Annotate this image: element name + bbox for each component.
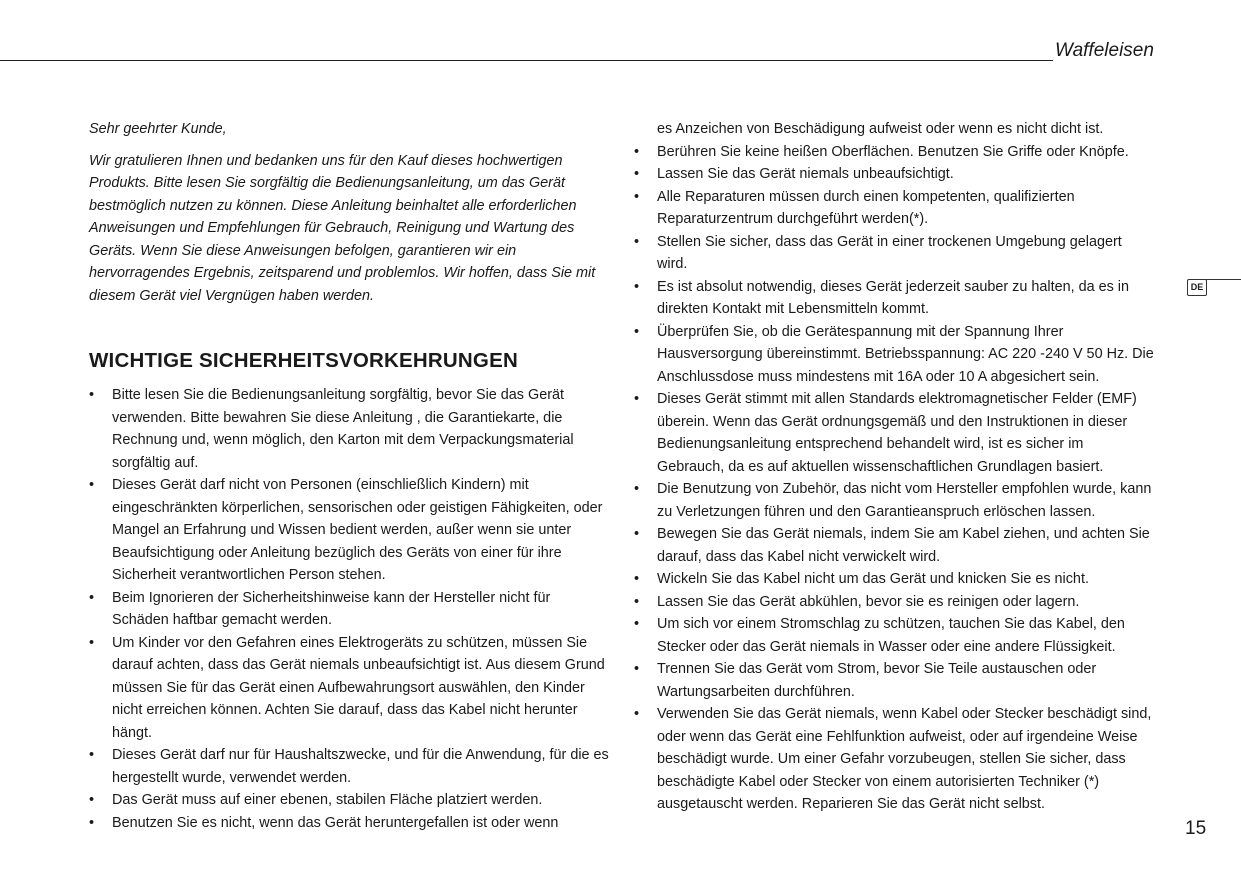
list-item-text: Berühren Sie keine heißen Oberflächen. Benutzen Sie Griffe oder Knöpfe.: [657, 143, 1129, 160]
list-item-text: Dieses Gerät stimmt mit allen Standards elektromagnetischer Felder (EMF) überein. Wenn das Gerät ordnungsgemäß und den Instruktionen in dieser Bedienungsanleitung entsprechend behandelt wird, ist es sicher im Gebrauch, da es auf aktuellen wissenschaftlichen Grundlagen basiert.: [657, 391, 1137, 475]
list-item-text: Es ist absolut notwendig, dieses Gerät jederzeit sauber zu halten, da es in direkten Kontakt mit Lebensmitteln kommt.: [657, 278, 1129, 317]
list-item: [634, 186, 1154, 231]
language-badge-rule: [1206, 279, 1241, 280]
list-item-text: Alle Reparaturen müssen durch einen kompetenten, qualifizierten Reparaturzentrum durchgeführt werden(*).: [657, 188, 1075, 227]
list-item: [89, 744, 609, 789]
list-item-text: Bewegen Sie das Gerät niemals, indem Sie am Kabel ziehen, und achten Sie darauf, dass das Kabel nicht verwickelt wird.: [657, 526, 1150, 565]
bullet-marker: •: [634, 661, 640, 677]
list-item-text: Das Gerät muss auf einer ebenen, stabilen Fläche platziert werden.: [112, 792, 543, 808]
list-item: [89, 474, 609, 587]
list-item-text: Benutzen Sie es nicht, wenn das Gerät heruntergefallen ist oder wenn: [112, 814, 559, 831]
list-item-text: Um sich vor einem Stromschlag zu schützen, tauchen Sie das Kabel, den Stecker oder das Gerät niemals in Wasser oder eine andere Flüssigkeit.: [657, 616, 1125, 655]
list-item: [634, 591, 1154, 614]
list-item-text: Lassen Sie das Gerät abkühlen, bevor sie es reinigen oder lagern.: [657, 593, 1080, 610]
list-item: [89, 587, 609, 632]
bullet-marker: •: [89, 589, 95, 606]
greeting: Sehr geehrter Kunde,: [89, 121, 227, 137]
list-item-text: Dieses Gerät darf nur für Haushaltszwecke, und für die Anwendung, für die es hergestellt wurde, verwendet werden.: [112, 747, 609, 786]
list-item-text: Überprüfen Sie, ob die Gerätespannung mit der Spannung Ihrer Hausversorgung übereinstimmt. Betriebsspannung: AC 220 -240 V 50 Hz. Die Anschlussdose muss mindestens mit 16A oder 10 A abgesichert sein.: [657, 323, 1154, 385]
list-item: [89, 789, 609, 812]
list-item-text: Bitte lesen Sie die Bedienungsanleitung sorgfältig, bevor Sie das Gerät verwenden. Bitte bewahren Sie diese Anleitung , die Garantiekarte, die Rechnung und, wenn möglich, den Karton mit dem Verpackungsmaterial sorgfältig auf.: [112, 387, 574, 471]
list-item-text: Wickeln Sie das Kabel nicht um das Gerät und knicken Sie es nicht.: [657, 571, 1089, 587]
list-item: [89, 812, 609, 835]
bullet-marker: •: [89, 814, 95, 831]
page-number: 15: [1185, 818, 1207, 839]
list-item-text: Beim Ignorieren der Sicherheitshinweise kann der Hersteller nicht für Schäden haftbar gemacht werden.: [112, 589, 551, 628]
list-item-text: Trennen Sie das Gerät vom Strom, bevor Sie Teile austauschen oder Wartungsarbeiten durchführen.: [657, 661, 1097, 700]
bullet-marker: •: [89, 792, 95, 808]
list-item-text: Stellen Sie sicher, dass das Gerät in einer trockenen Umgebung gelagert wird.: [657, 233, 1122, 272]
list-item: [634, 276, 1154, 321]
list-item: [89, 384, 609, 474]
header-rule: [0, 60, 1053, 61]
right-column: [634, 118, 1154, 816]
list-item-text: Verwenden Sie das Gerät niemals, wenn Kabel oder Stecker beschädigt sind, oder wenn das Gerät eine Fehlfunktion aufweist, oder auf irgendeine Weise beschädigt wurde. Um einer Gefahr vorzubeugen, stellen Sie sicher, dass beschädigte Kabel oder Stecker von einem autorisierten Techniker (*) ausgetauscht werden. Reparieren Sie das Gerät nicht selbst.: [657, 706, 1152, 812]
bullet-marker: •: [634, 526, 640, 542]
bullet-marker: •: [634, 616, 640, 632]
list-item-text: Die Benutzung von Zubehör, das nicht vom Hersteller empfohlen wurde, kann zu Verletzungen führen und den Garantieanspruch erlöschen lassen.: [657, 481, 1152, 520]
list-item: [634, 388, 1154, 478]
intro-paragraph: Wir gratulieren Ihnen und bedanken uns für den Kauf dieses hochwertigen Produkts. Bitte lesen Sie sorgfältig die Bedienungsanleitung, um das Gerät bestmöglich nutzen zu können. Diese Anleitung beinhaltet alle erforderlichen Anweisungen und Empfehlungen für Gebrauch, Reinigung und Wartung des Geräts. Wenn Sie diese Anweisungen befolgen, garantieren wir ein hervorragendes Ergebnis, zeitsparend und problemlos. Wir hoffen, dass Sie mit diesem Gerät viel Vergnügen haben werden.: [89, 152, 596, 304]
left-bullet-list: [89, 384, 609, 834]
list-item-text: Um Kinder vor den Gefahren eines Elektrogeräts zu schützen, müssen Sie darauf achten, dass das Gerät niemals unbeaufsichtigt ist. Aus diesem Grund müssen Sie für das Gerät einen Aufbewahrungsort auswählen, den Kinder nicht erreichen können. Achten Sie darauf, dass das Kabel nicht herunter hängt.: [112, 634, 605, 741]
bullet-marker: •: [89, 477, 95, 493]
section-title: WICHTIGE SICHERHEITSVORKEHRUNGEN: [89, 349, 518, 372]
list-item: [634, 658, 1154, 703]
list-item: [634, 478, 1154, 523]
continued-text: es Anzeichen von Beschädigung aufweist oder wenn es nicht dicht ist.: [657, 121, 1104, 137]
list-item: [634, 703, 1154, 816]
bullet-marker: •: [634, 233, 640, 250]
bullet-marker: •: [634, 706, 640, 722]
list-item: [634, 321, 1154, 389]
bullet-marker: •: [634, 323, 640, 340]
bullet-marker: •: [89, 634, 95, 651]
left-column: [89, 118, 609, 834]
bullet-marker: •: [89, 387, 95, 403]
list-item: [634, 141, 1154, 164]
bullet-marker: •: [634, 571, 640, 587]
bullet-marker: •: [634, 278, 640, 295]
list-item: [89, 632, 609, 745]
bullet-marker: •: [634, 143, 640, 160]
list-item: [634, 568, 1154, 591]
bullet-marker: •: [634, 188, 640, 205]
bullet-marker: •: [634, 391, 640, 407]
list-item: [634, 613, 1154, 658]
right-bullet-list: [634, 141, 1154, 816]
bullet-marker: •: [634, 481, 640, 497]
bullet-marker: •: [634, 166, 640, 182]
list-item: [634, 163, 1154, 186]
list-item: [634, 231, 1154, 276]
list-item-text: Lassen Sie das Gerät niemals unbeaufsichtigt.: [657, 166, 954, 182]
list-item-text: Dieses Gerät darf nicht von Personen (einschließlich Kindern) mit eingeschränkten körperlichen, sensorischen oder geistigen Fähigkeiten, oder Mangel an Erfahrung und Wissen bedient werden, außer wenn sie unter Beaufsichtigung oder Anleitung bezüglich des Geräts von einer für ihre Sicherheit verantwortlichen Person stehen.: [112, 477, 603, 583]
language-badge: DE: [1187, 279, 1207, 296]
bullet-marker: •: [634, 593, 640, 610]
list-item: [634, 523, 1154, 568]
bullet-marker: •: [89, 747, 95, 763]
header-title: Waffeleisen: [1055, 40, 1154, 61]
